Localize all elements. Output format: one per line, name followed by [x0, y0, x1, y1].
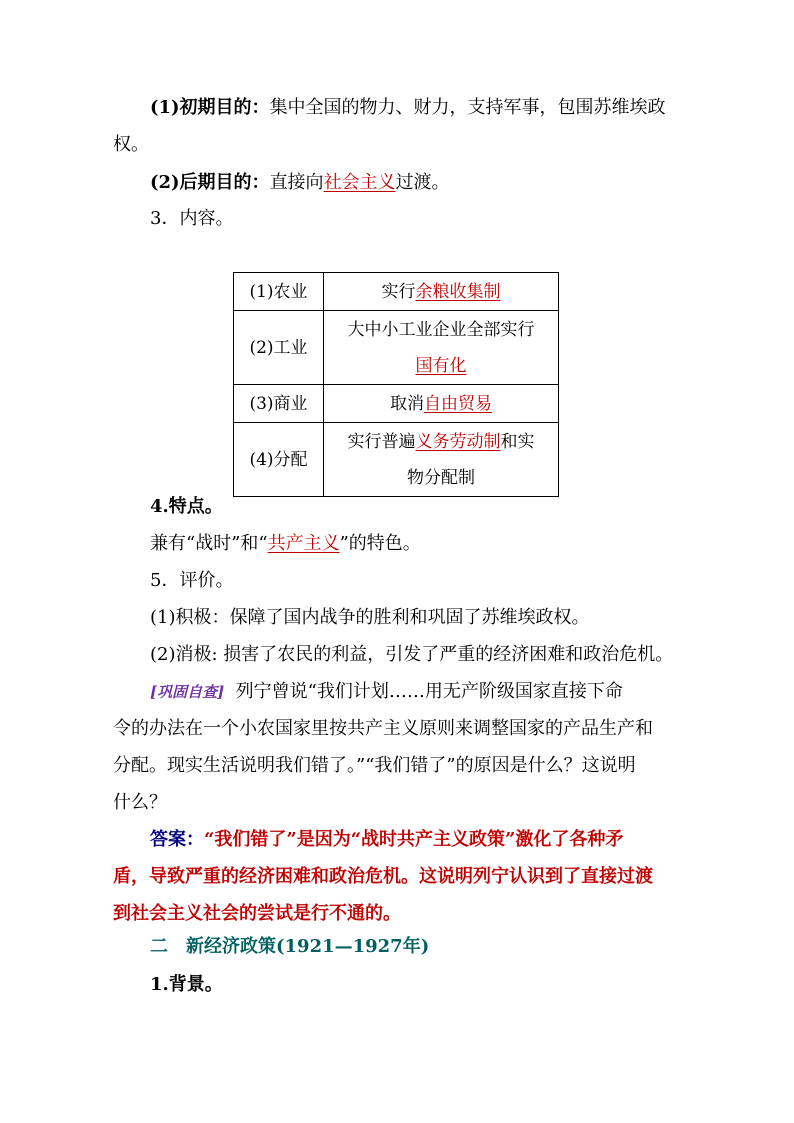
row-value: 取消自由贸易 [324, 385, 559, 423]
evaluation-heading: 5．评价。 [150, 570, 234, 591]
purpose-early-line1: (1)初期目的：集中全国的物力、财力，支持军事，包围苏维埃政 [150, 97, 666, 118]
content-heading: 3．内容。 [150, 208, 234, 229]
row-label: (4)分配 [234, 423, 324, 497]
row-label: (2)工业 [234, 311, 324, 385]
table-row [234, 423, 559, 497]
row-value: 大中小工业企业全部实行 国有化 [324, 311, 559, 385]
self-check-line4: 什么？ [113, 792, 167, 813]
self-check-line2: 令的办法在一个小农国家里按共产主义原则来调整国家的产品生产和 [113, 718, 653, 739]
table-row [234, 273, 559, 311]
row-label: (1)农业 [234, 273, 324, 311]
purpose-early-line2: 权。 [113, 134, 149, 155]
evaluation-negative: (2)消极: 损害了农民的利益，引发了严重的经济困难和政治危机。 [150, 644, 674, 665]
keyword-socialism: 社会主义 [323, 172, 396, 193]
content-table [233, 272, 559, 497]
self-check-line3: 分配。现实生活说明我们错了。”“我们错了”的原因是什么？这说明 [113, 755, 636, 776]
section2-item1: 1.背景。 [150, 974, 223, 995]
answer-line2: 盾，导致严重的经济困难和政治危机。这说明列宁认识到了直接过渡 [113, 866, 653, 887]
answer-line1: 答案：“我们错了”是因为“战时共产主义政策”激化了各种矛 [150, 829, 624, 850]
evaluation-positive: (1)积极：保障了国内战争的胜利和巩固了苏维埃政权。 [150, 607, 590, 628]
answer-label: 答案： [150, 829, 204, 850]
purpose-late: (2)后期目的：直接向社会主义过渡。 [150, 172, 450, 193]
table-row [234, 311, 559, 385]
table-row [234, 385, 559, 423]
row-value: 实行余粮收集制 [324, 273, 559, 311]
row-value: 实行普遍义务劳动制和实 物分配制 [324, 423, 559, 497]
section2-title: 二 新经济政策(1921—1927年) [150, 936, 430, 957]
self-check-line1: [巩固自查] 列宁曾说“我们计划……用无产阶级国家直接下命 [150, 681, 623, 702]
row-label: (3)商业 [234, 385, 324, 423]
features-heading: 4.特点。 [150, 496, 223, 517]
self-check-tag: [巩固自查] [150, 683, 225, 701]
keyword-communism: 共产主义 [267, 533, 340, 554]
answer-line3: 到社会主义社会的尝试是行不通的。 [113, 903, 401, 924]
features-text: 兼有“战时”和“共产主义”的特色。 [150, 533, 421, 554]
